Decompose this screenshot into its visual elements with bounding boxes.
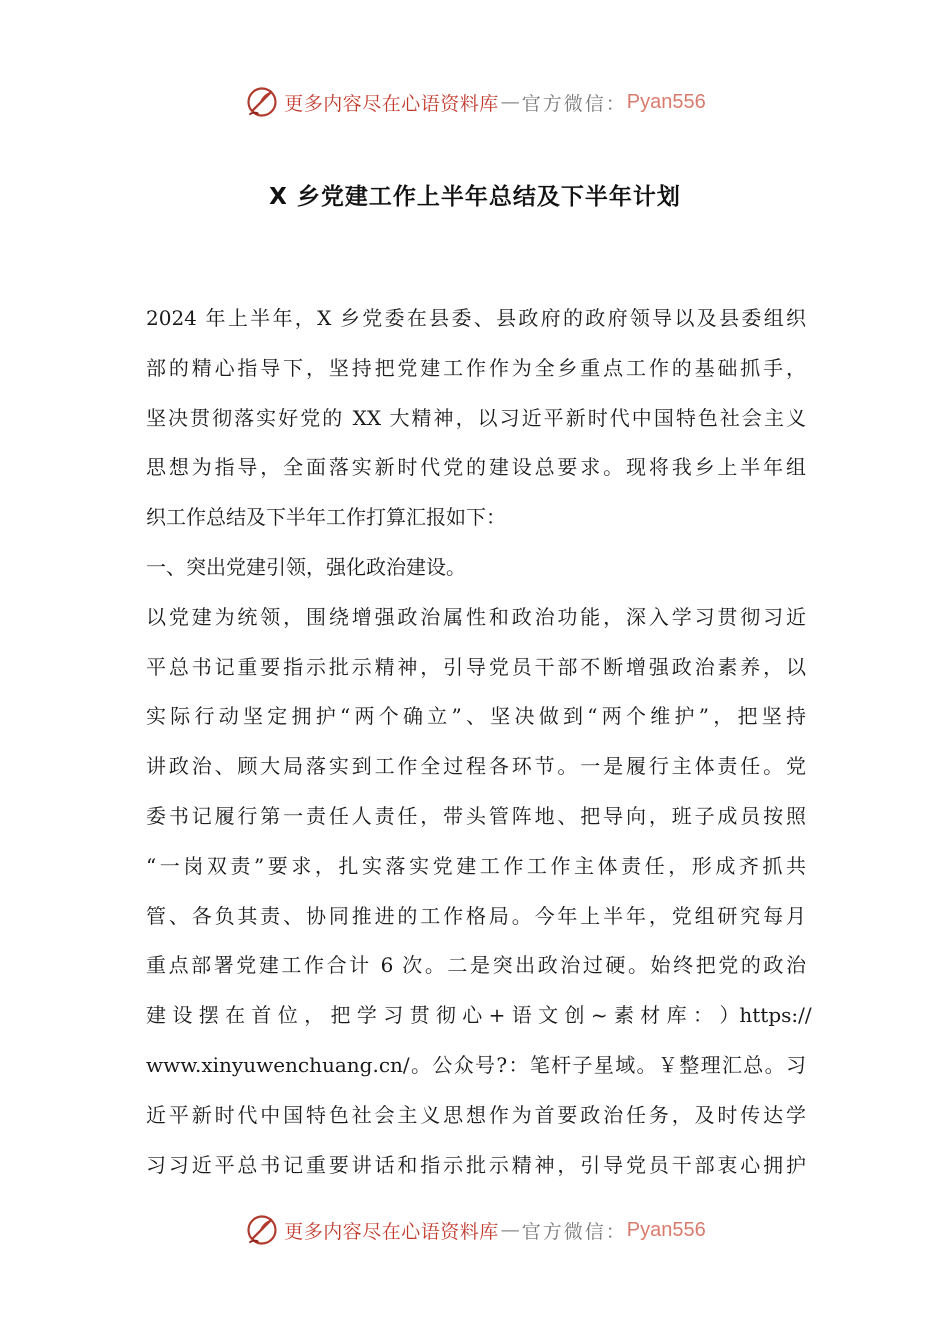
section-heading: 一、突出党建引领，强化政治建设。 xyxy=(146,554,466,579)
body-line: 近平新时代中国特色社会主义思想作为首要政治任务，及时传达学 xyxy=(146,1102,806,1127)
document-body xyxy=(146,298,812,1194)
body-line: 实际行动坚定拥护“两个确立”、坚决做到“两个维护”，把坚持 xyxy=(146,704,806,729)
body-line: 管、各负其责、协同推进的工作格局。今年上半年，党组研究每月 xyxy=(146,903,806,928)
body-line: 建 设 摆 在 首 位 ， 把 学 习 贯 彻 心 + 语 文 创 ~ 素 材 库 ： ）https:// xyxy=(146,1003,812,1028)
body-line: 以党建为统领，围绕增强政治属性和政治功能，深入学习贯彻习近 xyxy=(146,604,806,629)
body-line: 2024 年上半年，X 乡党委在县委、县政府的政府领导以及县委组织 xyxy=(146,306,806,330)
watermark-separator: — xyxy=(500,91,520,113)
body-line: www.xinyuwenchuang.cn/。公众号?：笔杆子星域。￥整理汇总。习 xyxy=(146,1052,806,1077)
quill-logo-icon xyxy=(244,84,280,120)
watermark-wechat-id: Pyan556 xyxy=(626,1218,706,1241)
body-line: 讲政治、顾大局落实到工作全过程各环节。一是履行主体责任。党 xyxy=(146,754,806,779)
document-title: X 乡党建工作上半年总结及下半年计划 xyxy=(269,184,681,210)
body-line: 部的精心指导下，坚持把党建工作作为全乡重点工作的基础抓手， xyxy=(146,355,806,380)
body-line: 思想为指导，全面落实新时代党的建设总要求。现将我乡上半年组 xyxy=(146,455,806,480)
footer-watermark xyxy=(0,1210,950,1250)
body-line: 委书记履行第一责任人责任，带头管阵地、把导向，班子成员按照 xyxy=(146,803,806,828)
watermark-text: 更多内容尽在心语资料库 xyxy=(284,1220,499,1243)
body-line: 重点部署党建工作合计 6 次。二是突出政治过硬。始终把党的政治 xyxy=(146,953,806,978)
watermark-wechat-id: Pyan556 xyxy=(626,90,706,113)
watermark-wechat-label: 官方微信： xyxy=(521,92,627,115)
watermark-separator: — xyxy=(500,1219,520,1241)
body-line: 平总书记重要指示批示精神，引导党员干部不断增强政治素养，以 xyxy=(146,654,806,679)
body-line: 织工作总结及下半年工作打算汇报如下： xyxy=(146,505,506,530)
body-line: 坚决贯彻落实好党的 XX 大精神，以习近平新时代中国特色社会主义 xyxy=(146,405,806,430)
body-line: 习习近平总书记重要讲话和指示批示精神，引导党员干部衷心拥护 xyxy=(146,1152,806,1177)
quill-logo-icon xyxy=(244,1212,280,1248)
watermark-wechat-label: 官方微信： xyxy=(521,1220,627,1243)
watermark-text: 更多内容尽在心语资料库 xyxy=(284,92,499,115)
body-line: “一岗双责”要求，扎实落实党建工作工作主体责任，形成齐抓共 xyxy=(146,853,806,878)
header-watermark xyxy=(0,82,950,122)
